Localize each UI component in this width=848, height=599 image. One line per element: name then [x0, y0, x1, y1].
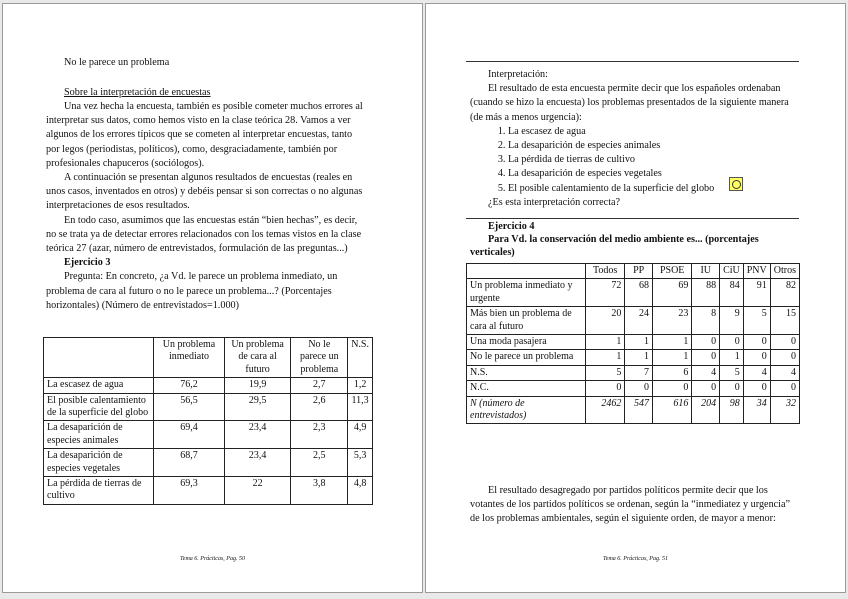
table-header: PP — [625, 264, 653, 279]
interpretation-question: ¿Es esta interpretación correcta? — [488, 196, 621, 208]
table-header: Otros — [770, 264, 799, 279]
table-cell: 23,4 — [224, 421, 291, 449]
closing-paragraph: El resultado desagregado por partidos políticos permite decir que los votantes de los partidos políticos se ordenan, según la “inmediatez y urgencia” de los problemas ambientales, según el siguiente orden, de mayor a menor: — [470, 485, 791, 525]
table-cell: 4 — [692, 365, 720, 380]
paragraph-2: A continuación se presentan algunos resultados de encuestas (reales en unos casos, inventados en otros) y debéis pensar si son correctas o no algunas interpretaciones de esos resultados. — [46, 172, 363, 212]
table-cell: 2,5 — [291, 449, 348, 477]
table-header: Un problema inmediato — [154, 338, 225, 378]
table-cell: 11,3 — [348, 393, 373, 421]
table-cell: 4 — [743, 365, 770, 380]
table-row — [467, 307, 800, 335]
table-row — [44, 378, 373, 393]
row-label: No le parece un problema — [467, 350, 586, 365]
closing-paragraph-block — [470, 484, 800, 527]
table-cell: 9 — [720, 307, 744, 335]
row-label: Una moda pasajera — [467, 335, 586, 350]
ranking-list — [470, 125, 800, 196]
table-row — [44, 393, 373, 421]
table-cell: 4 — [770, 365, 799, 380]
table-cell: 2,6 — [291, 393, 348, 421]
table-header-row — [467, 264, 800, 279]
left-body — [64, 86, 364, 100]
table-cell: 68 — [625, 279, 653, 307]
table-cell: 0 — [652, 381, 691, 396]
table-cell: 0 — [586, 381, 625, 396]
page-footer: Tema 6. Prácticas, Pag. 50 — [180, 556, 245, 562]
table-cell: 8 — [692, 307, 720, 335]
table-row — [44, 477, 373, 505]
exercise-3-question: Pregunta: En concreto, ¿a Vd. le parece un problema inmediato, un problema de cara al futuro o no le parece un problema...? (Porcentajes horizontales) (Número de entrevistados=1.000) — [46, 271, 338, 311]
table-cell: 1 — [586, 335, 625, 350]
table-cell: 1,2 — [348, 378, 373, 393]
table-cell: 69,4 — [154, 421, 225, 449]
table-cell: 0 — [692, 335, 720, 350]
row-label: El posible calentamiento de la superficie del globo — [44, 393, 154, 421]
table-cell: 0 — [625, 381, 653, 396]
table-cell: 24 — [625, 307, 653, 335]
table-cell: 547 — [625, 396, 653, 424]
table-cell: 5 — [720, 365, 744, 380]
table-cell: 22 — [224, 477, 291, 505]
exercise-4-block — [470, 220, 802, 259]
right-page — [425, 3, 846, 593]
row-label: Más bien un problema de cara al futuro — [467, 307, 586, 335]
top-rule — [466, 61, 799, 62]
list-item: 1. La escasez de agua — [508, 125, 800, 139]
paragraph-3: En todo caso, asumimos que las encuestas están “bien hechas”, es decir, no se trata ya de detectar errores relacionados con los temas vistos en la clase teórica 27 (azar, número de entrevistados, formulación de las preguntas...) — [46, 214, 362, 255]
table-cell: 0 — [743, 381, 770, 396]
exercise-3-title: Ejercicio 3 — [64, 257, 111, 269]
table-cell: 1 — [625, 350, 653, 365]
left-page — [2, 3, 423, 593]
table-cell: 72 — [586, 279, 625, 307]
table-cell: 1 — [652, 335, 691, 350]
table-cell: 0 — [692, 381, 720, 396]
table-row-total — [467, 396, 800, 424]
table-cell: 84 — [720, 279, 744, 307]
row-label: La desaparición de especies animales — [44, 421, 154, 449]
row-label: La desaparición de especies vegetales — [44, 449, 154, 477]
table-header: Todos — [586, 264, 625, 279]
table-cell: 1 — [652, 350, 691, 365]
table-header: PNV — [743, 264, 770, 279]
table-cell: 3,8 — [291, 477, 348, 505]
table-header — [44, 338, 154, 378]
table-cell: 0 — [770, 350, 799, 365]
row-label: N (número de entrevistados) — [467, 396, 586, 424]
table-cell: 6 — [652, 365, 691, 380]
row-label: N.S. — [467, 365, 586, 380]
table-cell: 1 — [625, 335, 653, 350]
row-label: La escasez de agua — [44, 378, 154, 393]
table-cell: 91 — [743, 279, 770, 307]
table-row — [467, 279, 800, 307]
exercise-3-table — [43, 337, 373, 505]
table-cell: 29,5 — [224, 393, 291, 421]
table-cell: 15 — [770, 307, 799, 335]
table-cell: 82 — [770, 279, 799, 307]
table-header: CiU — [720, 264, 744, 279]
table-cell: 23 — [652, 307, 691, 335]
table-row — [44, 421, 373, 449]
table-cell: 23,4 — [224, 449, 291, 477]
row-label: N.C. — [467, 381, 586, 396]
table-cell: 5,3 — [348, 449, 373, 477]
paragraph-1: Una vez hecha la encuesta, también es posible cometer muchos errores al interpretar sus datos, como hemos visto en la clase teórica 28. Vamos a ver algunos de los errores típicos que se cometen al interpretar encuestas, tanto por legos (periodistas, políticos), como, desgraciadamente, también por profesionales chapuceros (sociólogos). — [46, 101, 363, 169]
exercise-4-table — [466, 263, 800, 424]
table-cell: 69 — [652, 279, 691, 307]
row-label: Un problema inmediato y urgente — [467, 279, 586, 307]
table-header-row — [44, 338, 373, 378]
list-item: 4. La desaparición de especies vegetales — [508, 167, 800, 181]
list-item: 5. El posible calentamiento de la superficie del globo — [508, 182, 800, 196]
table-cell: 0 — [692, 350, 720, 365]
table-header — [467, 264, 586, 279]
table-row — [467, 381, 800, 396]
table-cell: 4,8 — [348, 477, 373, 505]
table-header: Un problema de cara al futuro — [224, 338, 291, 378]
table-cell: 1 — [586, 350, 625, 365]
table-cell: 616 — [652, 396, 691, 424]
table-header: N.S. — [348, 338, 373, 378]
table-cell: 0 — [770, 335, 799, 350]
list-item: 2. La desaparición de especies animales — [508, 139, 800, 153]
table-cell: 68,7 — [154, 449, 225, 477]
table-row — [467, 335, 800, 350]
table-cell: 7 — [625, 365, 653, 380]
table-cell: 20 — [586, 307, 625, 335]
list-item: 3. La pérdida de tierras de cultivo — [508, 153, 800, 167]
table-cell: 34 — [743, 396, 770, 424]
table-cell: 88 — [692, 279, 720, 307]
table-row — [467, 350, 800, 365]
table-cell: 0 — [720, 381, 744, 396]
table-cell: 69,3 — [154, 477, 225, 505]
table-cell: 0 — [720, 335, 744, 350]
table-cell: 19,9 — [224, 378, 291, 393]
table-cell: 98 — [720, 396, 744, 424]
table-row — [44, 449, 373, 477]
table-header: PSOE — [652, 264, 691, 279]
table-cell: 4,9 — [348, 421, 373, 449]
right-body — [470, 68, 800, 210]
table-cell: 2462 — [586, 396, 625, 424]
table-header: IU — [692, 264, 720, 279]
mid-rule — [466, 218, 799, 219]
table-cell: 0 — [743, 350, 770, 365]
exercise-4-title: Ejercicio 4 — [488, 221, 535, 232]
table-row — [467, 365, 800, 380]
table-cell: 5 — [743, 307, 770, 335]
table-cell: 2,3 — [291, 421, 348, 449]
left-first-line: No le parece un problema — [64, 57, 170, 68]
table-cell: 204 — [692, 396, 720, 424]
table-cell: 56,5 — [154, 393, 225, 421]
page-footer: Tema 6. Prácticas, Pag. 51 — [603, 556, 668, 562]
sticky-note-icon[interactable] — [729, 177, 743, 191]
table-cell: 5 — [586, 365, 625, 380]
table-cell: 32 — [770, 396, 799, 424]
exercise-4-subtitle: Para Vd. la conservación del medio ambiente es... (porcentajes verticales) — [470, 234, 759, 258]
table-cell: 0 — [770, 381, 799, 396]
table-cell: 1 — [720, 350, 744, 365]
interpretation-title: Interpretación: — [488, 69, 548, 80]
table-cell: 0 — [743, 335, 770, 350]
interpretation-text: El resultado de esta encuesta permite decir que los españoles ordenaban (cuando se hizo la encuesta) los problemas presentados de la siguiente manera (de más a menos urgencia): — [470, 83, 789, 123]
table-cell: 2,7 — [291, 378, 348, 393]
section-heading: Sobre la interpretación de encuestas — [64, 87, 211, 98]
table-cell: 76,2 — [154, 378, 225, 393]
row-label: La pérdida de tierras de cultivo — [44, 477, 154, 505]
table-header: No le parece un problema — [291, 338, 348, 378]
left-paragraphs — [46, 100, 364, 313]
